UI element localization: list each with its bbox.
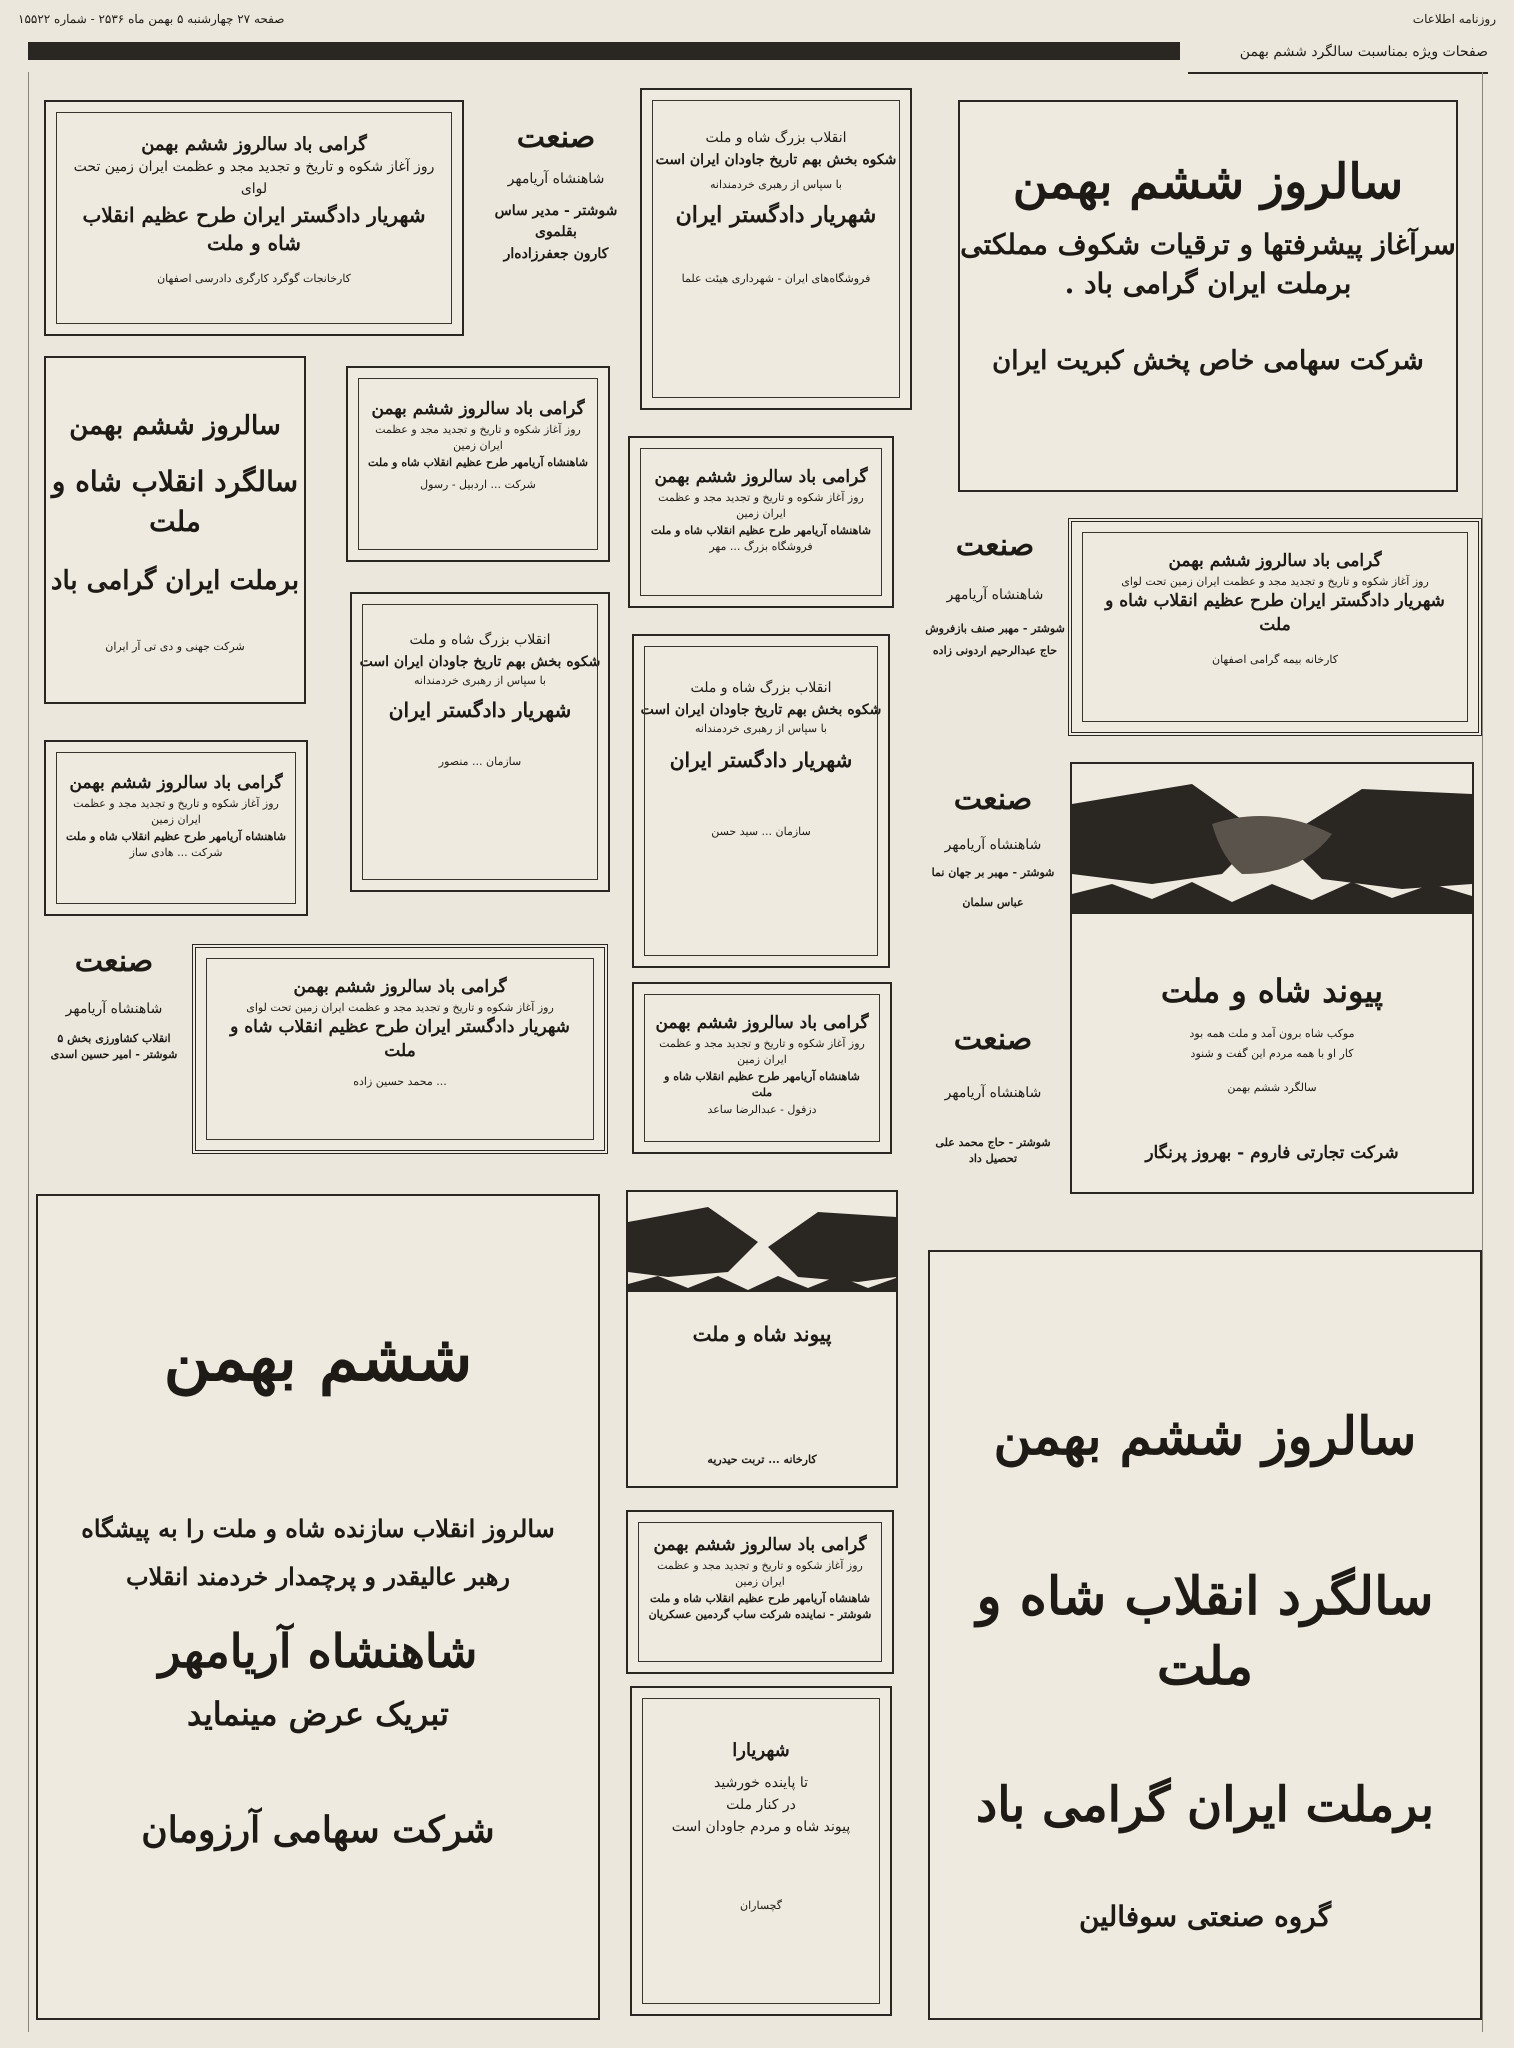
sanat-logo: صنعت <box>516 120 596 155</box>
ad-line: شاهنشاه آریامهر <box>507 171 605 187</box>
ad-line: شاهنشاه آریامهر <box>158 1623 478 1678</box>
ad-line: در کنار ملت <box>726 1796 796 1813</box>
ad-sign: گروه صنعتی سوفالین <box>1078 1900 1332 1934</box>
ad-title: گرامی باد سالروز ششم بهمن <box>655 1013 869 1033</box>
ad-sign: فروشگاه‌های ایران - شهرداری هیئت علما <box>681 271 871 285</box>
ad-sanat-c <box>918 1022 1068 1212</box>
ad-line: انقلاب کشاورزی بخش ۵ <box>57 1031 171 1045</box>
ad-title: پیوند شاه و ملت <box>692 1322 832 1346</box>
ad-line: شوشتر - حاج محمد علی تحصیل داد <box>935 1135 1051 1166</box>
ad-title: سالروز ششم بهمن <box>69 411 281 441</box>
ad-line: روز آغاز شکوه و تاریخ و تجدید مجد و عظمت ایران زمین تحت لوای <box>73 159 435 197</box>
ad-chemi <box>44 356 306 704</box>
ad-line: با سپاس از رهبری خردمندانه <box>710 178 842 192</box>
ad-line: تبریک عرض مینماید <box>187 1694 449 1733</box>
ad-sign: کارخانه ... تربت حیدریه <box>707 1452 817 1466</box>
column-rule <box>1482 72 1483 2032</box>
ad-title: پیوند شاه و ملت <box>1160 972 1384 1010</box>
ad-line: شکوه بخش بهم تاریخ جاودان ایران است <box>655 151 897 168</box>
sanat-logo: صنعت <box>955 528 1035 563</box>
ad-line: تا پاینده خورشید <box>714 1775 808 1792</box>
ad-gerami-a <box>44 100 464 336</box>
ad-sign: سازمان ... سید حسن <box>711 824 811 838</box>
ad-line: کار او با همه مردم این گفت و شنود <box>1190 1047 1354 1060</box>
ad-line: شوشتر - مدیر ساس بقلموی <box>494 202 618 241</box>
ad-line: کارون جعفرزاده‌ار <box>503 246 609 263</box>
ad-sign: ... محمد حسین زاده <box>353 1074 447 1088</box>
ad-line: شهریار دادگستر ایران طرح عظیم انقلاب شاه و ملت <box>230 1017 570 1062</box>
ad-sign: شرکت ... هادی ساز <box>129 846 223 860</box>
ad-enghelab-c <box>632 634 890 968</box>
ad-line: سالروز انقلاب سازنده شاه و ملت را به پیشگاه <box>81 1514 555 1544</box>
ad-title: گرامی باد سالروز ششم بهمن <box>654 467 868 487</box>
ad-kebriti <box>958 100 1458 492</box>
ad-line: شوشتر - امیر حسین اسدی <box>50 1048 178 1062</box>
ad-sign: شرکت سهامی آرزومان <box>141 1809 495 1852</box>
ad-line: شاهنشاه آریامهر طرح عظیم انقلاب شاه و ملت <box>368 455 588 469</box>
ad-line: شکوه بخش بهم تاریخ جاودان ایران است <box>640 701 882 718</box>
section-subtitle: صفحات ویژه بمناسبت سالگرد ششم بهمن <box>1188 40 1488 74</box>
ad-sanat-mid <box>920 528 1070 748</box>
ad-line: سالگرد ششم بهمن <box>1227 1081 1317 1094</box>
ad-line: روز آغاز شکوه و تاریخ و تجدید مجد و عظمت ایران زمین تحت لوای <box>246 1000 554 1014</box>
ad-title: انقلاب بزرگ شاه و ملت <box>409 632 551 648</box>
ad-line: شهریار دادگستر ایران <box>675 201 877 228</box>
ad-soofaline <box>928 1250 1482 2020</box>
ad-line: موکب شاه برون آمد و ملت همه بود <box>1189 1027 1355 1040</box>
ad-gerami-c <box>628 436 894 608</box>
ad-gerami-f <box>192 944 608 1154</box>
ad-peyvand-small <box>626 1190 898 1488</box>
ad-line: سالگرد انقلاب شاه و ملت <box>51 465 299 538</box>
ad-line: شاهنشاه آریامهر <box>944 1085 1042 1101</box>
ad-gerami-g <box>632 982 892 1154</box>
header-black-bar <box>28 42 1180 60</box>
ad-line: حاج عبدالرحیم اردونی زاده <box>932 644 1058 658</box>
ad-line: برملت ایران گرامی باد <box>50 565 300 596</box>
ad-line: با سپاس از رهبری خردمندانه <box>695 722 827 736</box>
ad-sign: کارخانه بیمه گرامی اصفهان <box>1211 652 1339 666</box>
ad-sign: سازمان ... منصور <box>438 754 522 768</box>
ad-sign: شرکت سهامی خاص پخش کبریت ایران <box>992 346 1424 377</box>
ad-shahryara <box>630 1686 892 2016</box>
ad-line: شوشتر - مهبر صنف بازفروش <box>925 621 1065 635</box>
ad-line: روز آغاز شکوه و تاریخ و تجدید مجد و عظمت ایران زمین تحت لوای <box>1121 574 1429 588</box>
column-rule <box>28 72 29 2032</box>
ad-line: شاهنشاه آریامهر <box>944 837 1042 853</box>
ad-line: شاهنشاه آریامهر طرح عظیم انقلاب شاه و ملت <box>651 523 871 537</box>
ad-sign: شرکت تجارتی فاروم - بهروز پرنگار <box>1145 1143 1399 1163</box>
ad-line: سرآغاز پیشرفتها و ترقیات شکوف مملکتی <box>960 227 1456 261</box>
ad-line: شاهنشاه آریامهر طرح عظیم انقلاب شاه و ملت <box>66 829 286 843</box>
ad-title: سالروز ششم بهمن <box>993 1406 1417 1467</box>
ad-title: انقلاب بزرگ شاه و ملت <box>690 680 832 696</box>
newspaper-name: روزنامه اطلاعات <box>1412 12 1496 26</box>
ad-gerami-e <box>44 740 308 916</box>
ad-line: برملت ایران گرامی باد . <box>1064 266 1352 300</box>
ad-gerami-d <box>1068 518 1482 736</box>
ad-enghelab-a <box>640 88 912 410</box>
ad-sign: شوشتر - نماینده شرکت ساب گردمین عسکریان <box>648 1608 872 1622</box>
ad-gerami-b <box>346 366 610 562</box>
ad-line: پیوند شاه و مردم جاودان است <box>671 1818 851 1835</box>
ad-line: برملت ایران گرامی باد <box>975 1776 1435 1833</box>
ad-sign: کارخانجات گوگرد کارگری دادرسی اصفهان <box>157 271 351 285</box>
ad-sign: گچساران <box>740 1899 782 1913</box>
ad-line: روز آغاز شکوه و تاریخ و تجدید مجد و عظمت ایران زمین <box>375 422 581 453</box>
ad-line: شاهنشاه آریامهر طرح عظیم انقلاب شاه و ملت <box>664 1069 860 1100</box>
ad-sign: شرکت جهنی و دی تی آر ایران <box>105 640 245 654</box>
ad-title: گرامی باد سالروز ششم بهمن <box>371 399 585 419</box>
ad-peyvand-big <box>1070 762 1474 1194</box>
ad-line: سالگرد انقلاب شاه و ملت <box>976 1566 1434 1698</box>
ad-line: شاهنشاه آریامهر طرح عظیم انقلاب شاه و ملت <box>650 1591 870 1605</box>
ad-line: عباس سلمان <box>962 896 1024 910</box>
ad-title: ششم بهمن <box>163 1321 473 1396</box>
ad-line: با سپاس از رهبری خردمندانه <box>414 674 546 688</box>
ad-arzooman <box>36 1194 600 2020</box>
ad-line: شاهنشاه آریامهر <box>65 1001 163 1017</box>
page-info: صفحه ۲۷ چهارشنبه ۵ بهمن ماه ۲۵۳۶ - شماره ۱۵۵۲۲ <box>18 12 285 26</box>
ad-sign: فروشگاه بزرگ ... مهر <box>709 540 813 554</box>
ad-line: شاهنشاه آریامهر <box>946 587 1044 603</box>
handshake-icon <box>1072 764 1472 914</box>
sanat-logo: صنعت <box>74 944 154 979</box>
ad-line: رهبر عالیقدر و پرچمدار خردمند انقلاب <box>126 1561 510 1591</box>
ad-sanat-left <box>44 944 184 1144</box>
ad-title: گرامی باد سالروز ششم بهمن <box>653 1535 867 1555</box>
ad-title: گرامی باد سالروز ششم بهمن <box>293 977 507 997</box>
sanat-logo: صنعت <box>953 1022 1033 1057</box>
ad-sanat-top <box>476 120 636 320</box>
page-header <box>18 12 1496 30</box>
ad-enghelab-b <box>350 592 610 892</box>
handshake-icon <box>628 1192 896 1292</box>
ad-sanat-b <box>918 782 1068 982</box>
ad-line: شوشتر - مهبر بر جهان نما <box>931 865 1055 879</box>
ad-title: گرامی باد سالروز ششم بهمن <box>1168 551 1382 571</box>
ad-title: گرامی باد سالروز ششم بهمن <box>141 134 367 155</box>
ad-line: شهریار دادگستر ایران طرح عظیم انقلاب شاه و ملت <box>1105 591 1445 636</box>
ad-line: شهریار دادگستر ایران <box>669 747 853 772</box>
sanat-logo: صنعت <box>953 782 1033 817</box>
ad-sign: دزفول - عبدالرضا ساعد <box>707 1102 817 1116</box>
ad-line: روز آغاز شکوه و تاریخ و تجدید مجد و عظمت ایران زمین <box>657 1558 863 1589</box>
ad-line: روز آغاز شکوه و تاریخ و تجدید مجد و عظمت ایران زمین <box>658 490 864 521</box>
ad-sign: شرکت ... اردبیل - رسول <box>420 478 536 492</box>
ad-line: روز آغاز شکوه و تاریخ و تجدید مجد و عظمت ایران زمین <box>659 1036 865 1067</box>
ad-line: روز آغاز شکوه و تاریخ و تجدید مجد و عظمت ایران زمین <box>73 796 279 827</box>
ad-line: شکوه بخش بهم تاریخ جاودان ایران است <box>359 653 601 670</box>
ad-title: سالروز ششم بهمن <box>1012 154 1404 210</box>
ad-title: شهریارا <box>732 1740 790 1761</box>
ad-title: گرامی باد سالروز ششم بهمن <box>69 773 283 793</box>
ad-line: شهریار دادگستر ایران <box>388 697 572 722</box>
ad-gerami-h <box>626 1510 894 1674</box>
ad-line: شهریار دادگستر ایران طرح عظیم انقلاب شاه و ملت <box>82 202 426 255</box>
ad-title: انقلاب بزرگ شاه و ملت <box>705 130 847 146</box>
